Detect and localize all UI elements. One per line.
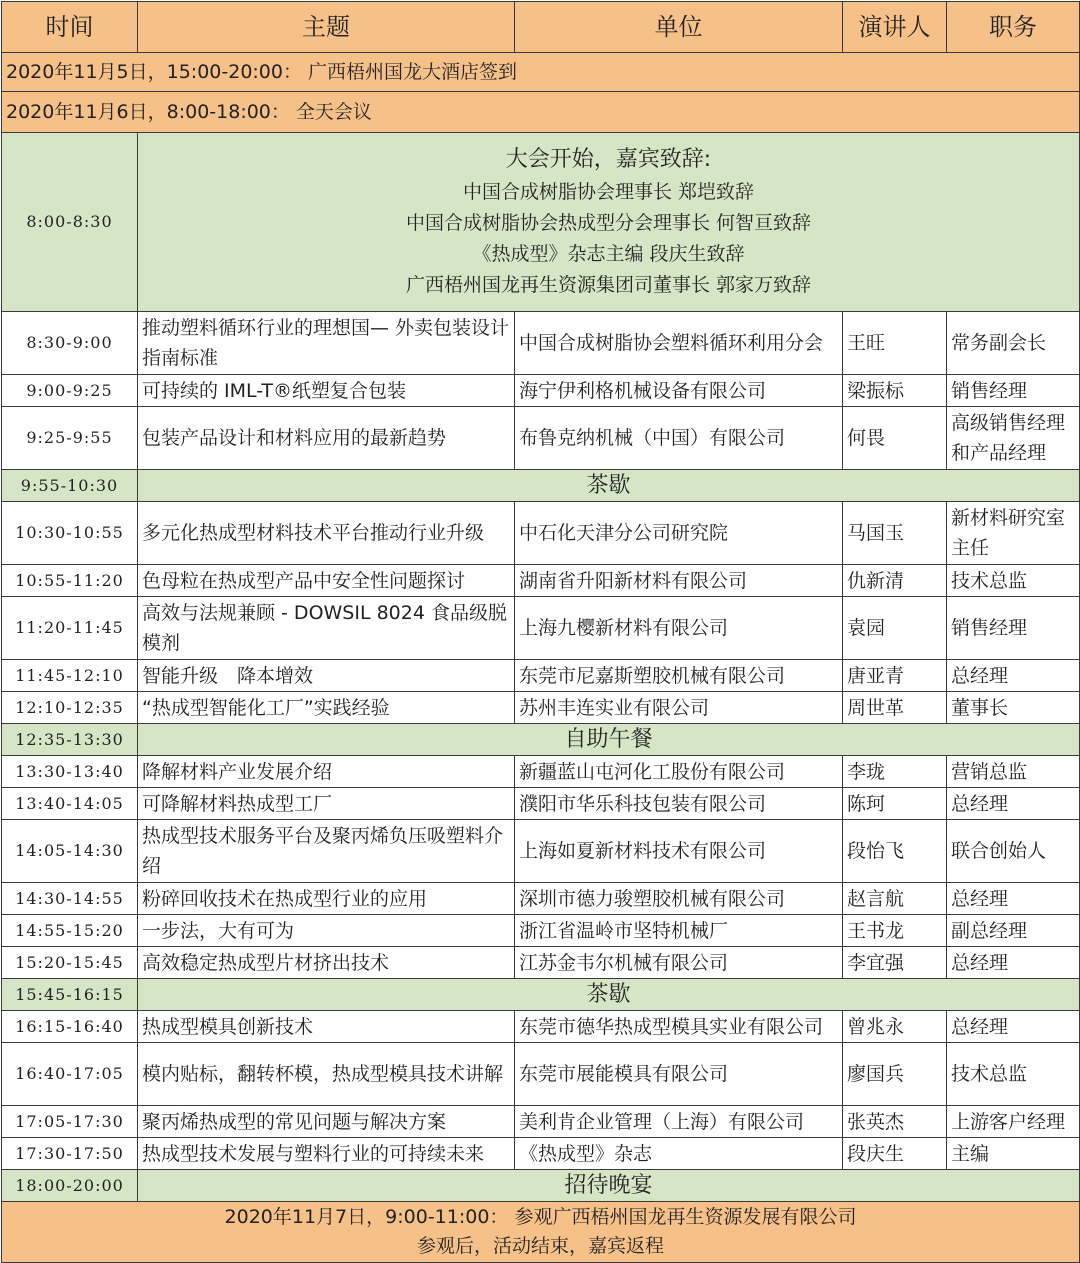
break-time: 9:55-10:30	[2, 470, 138, 502]
session-speaker: 王旺	[843, 312, 947, 375]
break-label: 自助午餐	[138, 724, 1080, 756]
session-row	[2, 502, 1080, 565]
session-time: 9:25-9:55	[2, 407, 138, 470]
break-row	[2, 1170, 1080, 1202]
session-position: 销售经理	[947, 597, 1080, 660]
session-speaker: 曾兆永	[843, 1011, 947, 1043]
session-position: 销售经理	[947, 375, 1080, 407]
session-row	[2, 915, 1080, 947]
session-position: 主编	[947, 1138, 1080, 1170]
session-row	[2, 788, 1080, 820]
session-unit: 苏州丰连实业有限公司	[515, 692, 843, 724]
session-speaker: 何畏	[843, 407, 947, 470]
session-topic: “热成型智能化工厂”实践经验	[138, 692, 515, 724]
session-time: 12:10-12:35	[2, 692, 138, 724]
session-time: 14:55-15:20	[2, 915, 138, 947]
session-unit: 海宁伊利格机械设备有限公司	[515, 375, 843, 407]
session-topic: 热成型模具创新技术	[138, 1011, 515, 1043]
day3-line2: 参观后，活动结束，嘉宾返程	[416, 1235, 664, 1257]
session-time: 15:20-15:45	[2, 947, 138, 979]
session-row	[2, 597, 1080, 660]
session-unit: 《热成型》杂志	[515, 1138, 843, 1170]
session-time: 10:55-11:20	[2, 565, 138, 597]
day3-row	[2, 1202, 1080, 1263]
day3-cell	[2, 1202, 1080, 1263]
agenda-table	[1, 1, 1080, 1263]
session-unit: 中国合成树脂协会塑料循环利用分会	[515, 312, 843, 375]
opening-line: 中国合成树脂协会热成型分会理事长 何智亘致辞	[405, 212, 812, 234]
session-speaker: 赵言航	[843, 883, 947, 915]
session-position: 技术总监	[947, 565, 1080, 597]
session-unit: 东莞市展能模具有限公司	[515, 1043, 843, 1106]
opening-title: 大会开始，嘉宾致辞:	[505, 147, 712, 172]
session-topic: 色母粒在热成型产品中安全性问题探讨	[138, 565, 515, 597]
session-time: 14:30-14:55	[2, 883, 138, 915]
session-topic: 高效稳定热成型片材挤出技术	[138, 947, 515, 979]
session-row	[2, 947, 1080, 979]
opening-time: 8:00-8:30	[2, 133, 138, 312]
session-topic: 一步法，大有可为	[138, 915, 515, 947]
session-speaker: 马国玉	[843, 502, 947, 565]
session-unit: 东莞市德华热成型模具实业有限公司	[515, 1011, 843, 1043]
session-time: 16:15-16:40	[2, 1011, 138, 1043]
session-topic: 可持续的 IML-T®纸塑复合包装	[138, 375, 515, 407]
session-time: 13:40-14:05	[2, 788, 138, 820]
session-time: 14:05-14:30	[2, 820, 138, 883]
session-time: 10:30-10:55	[2, 502, 138, 565]
day3-line1: 2020年11月7日，9:00-11:00： 参观广西梧州国龙再生资源发展有限公司	[224, 1206, 857, 1228]
session-topic: 推动塑料循环行业的理想国— 外卖包装设计指南标准	[138, 312, 515, 375]
session-topic: 聚丙烯热成型的常见问题与解决方案	[138, 1106, 515, 1138]
header-time: 时间	[2, 2, 138, 53]
session-unit: 东莞市尼嘉斯塑胶机械有限公司	[515, 660, 843, 692]
session-topic: 模内贴标，翻转杯模，热成型模具技术讲解	[138, 1043, 515, 1106]
session-unit: 濮阳市华乐科技包装有限公司	[515, 788, 843, 820]
session-row	[2, 1043, 1080, 1106]
session-unit: 中石化天津分公司研究院	[515, 502, 843, 565]
break-time: 12:35-13:30	[2, 724, 138, 756]
break-label: 茶歇	[138, 979, 1080, 1011]
session-topic: 热成型技术发展与塑料行业的可持续未来	[138, 1138, 515, 1170]
session-position: 副总经理	[947, 915, 1080, 947]
day1-row	[2, 53, 1080, 92]
opening-content	[138, 133, 1080, 312]
session-unit: 新疆蓝山屯河化工股份有限公司	[515, 756, 843, 788]
header-topic: 主题	[138, 2, 515, 53]
session-row	[2, 820, 1080, 883]
session-time: 11:20-11:45	[2, 597, 138, 660]
session-time: 8:30-9:00	[2, 312, 138, 375]
session-unit: 江苏金韦尔机械有限公司	[515, 947, 843, 979]
day2-row	[2, 92, 1080, 133]
session-position: 总经理	[947, 788, 1080, 820]
day1-text: 2020年11月5日，15:00-20:00： 广西梧州国龙大酒店签到	[2, 53, 1080, 92]
session-row	[2, 660, 1080, 692]
session-unit: 上海九樱新材料有限公司	[515, 597, 843, 660]
session-position: 上游客户经理	[947, 1106, 1080, 1138]
session-speaker: 仇新清	[843, 565, 947, 597]
header-speaker: 演讲人	[843, 2, 947, 53]
session-row	[2, 1106, 1080, 1138]
session-topic: 多元化热成型材料技术平台推动行业升级	[138, 502, 515, 565]
session-speaker: 周世革	[843, 692, 947, 724]
session-position: 技术总监	[947, 1043, 1080, 1106]
session-time: 13:30-13:40	[2, 756, 138, 788]
session-speaker: 唐亚青	[843, 660, 947, 692]
break-row	[2, 470, 1080, 502]
session-unit: 美利肯企业管理（上海）有限公司	[515, 1106, 843, 1138]
session-row	[2, 692, 1080, 724]
session-row	[2, 1011, 1080, 1043]
session-position: 董事长	[947, 692, 1080, 724]
session-position: 常务副会长	[947, 312, 1080, 375]
session-time: 17:05-17:30	[2, 1106, 138, 1138]
session-position: 联合创始人	[947, 820, 1080, 883]
session-unit: 湖南省升阳新材料有限公司	[515, 565, 843, 597]
session-speaker: 段怡飞	[843, 820, 947, 883]
session-row	[2, 375, 1080, 407]
day2-text: 2020年11月6日，8:00-18:00： 全天会议	[2, 92, 1080, 133]
session-position: 高级销售经理和产品经理	[947, 407, 1080, 470]
session-position: 总经理	[947, 947, 1080, 979]
session-position: 总经理	[947, 660, 1080, 692]
opening-line: 中国合成树脂协会理事长 郑垲致辞	[462, 181, 755, 203]
session-topic: 智能升级 降本增效	[138, 660, 515, 692]
session-topic: 热成型技术服务平台及聚丙烯负压吸塑料介绍	[138, 820, 515, 883]
session-unit: 上海如夏新材料技术有限公司	[515, 820, 843, 883]
session-speaker: 袁园	[843, 597, 947, 660]
session-unit: 深圳市德力骏塑胶机械有限公司	[515, 883, 843, 915]
header-unit: 单位	[515, 2, 843, 53]
session-row	[2, 565, 1080, 597]
session-row	[2, 883, 1080, 915]
session-unit: 布鲁克纳机械（中国）有限公司	[515, 407, 843, 470]
session-speaker: 张英杰	[843, 1106, 947, 1138]
header-row	[2, 2, 1080, 53]
session-position: 总经理	[947, 883, 1080, 915]
session-speaker: 李珑	[843, 756, 947, 788]
opening-line: 《热成型》杂志主编 段庆生致辞	[472, 243, 745, 265]
break-time: 18:00-20:00	[2, 1170, 138, 1202]
session-time: 9:00-9:25	[2, 375, 138, 407]
session-speaker: 陈珂	[843, 788, 947, 820]
session-position: 新材料研究室主任	[947, 502, 1080, 565]
session-speaker: 李宜强	[843, 947, 947, 979]
session-topic: 包装产品设计和材料应用的最新趋势	[138, 407, 515, 470]
session-row	[2, 756, 1080, 788]
opening-line: 广西梧州国龙再生资源集团司董事长 郭家万致辞	[405, 274, 812, 296]
header-position: 职务	[947, 2, 1080, 53]
session-topic: 降解材料产业发展介绍	[138, 756, 515, 788]
session-topic: 粉碎回收技术在热成型行业的应用	[138, 883, 515, 915]
session-row	[2, 407, 1080, 470]
break-label: 茶歇	[138, 470, 1080, 502]
break-label: 招待晚宴	[138, 1170, 1080, 1202]
session-row	[2, 1138, 1080, 1170]
session-speaker: 段庆生	[843, 1138, 947, 1170]
session-position: 总经理	[947, 1011, 1080, 1043]
session-time: 17:30-17:50	[2, 1138, 138, 1170]
session-topic: 高效与法规兼顾 - DOWSIL 8024 食品级脱模剂	[138, 597, 515, 660]
break-time: 15:45-16:15	[2, 979, 138, 1011]
session-speaker: 王书龙	[843, 915, 947, 947]
opening-row	[2, 133, 1080, 312]
session-topic: 可降解材料热成型工厂	[138, 788, 515, 820]
session-speaker: 廖国兵	[843, 1043, 947, 1106]
session-time: 16:40-17:05	[2, 1043, 138, 1106]
session-speaker: 梁振标	[843, 375, 947, 407]
session-time: 11:45-12:10	[2, 660, 138, 692]
session-position: 营销总监	[947, 756, 1080, 788]
break-row	[2, 979, 1080, 1011]
break-row	[2, 724, 1080, 756]
session-unit: 浙江省温岭市坚特机械厂	[515, 915, 843, 947]
session-row	[2, 312, 1080, 375]
